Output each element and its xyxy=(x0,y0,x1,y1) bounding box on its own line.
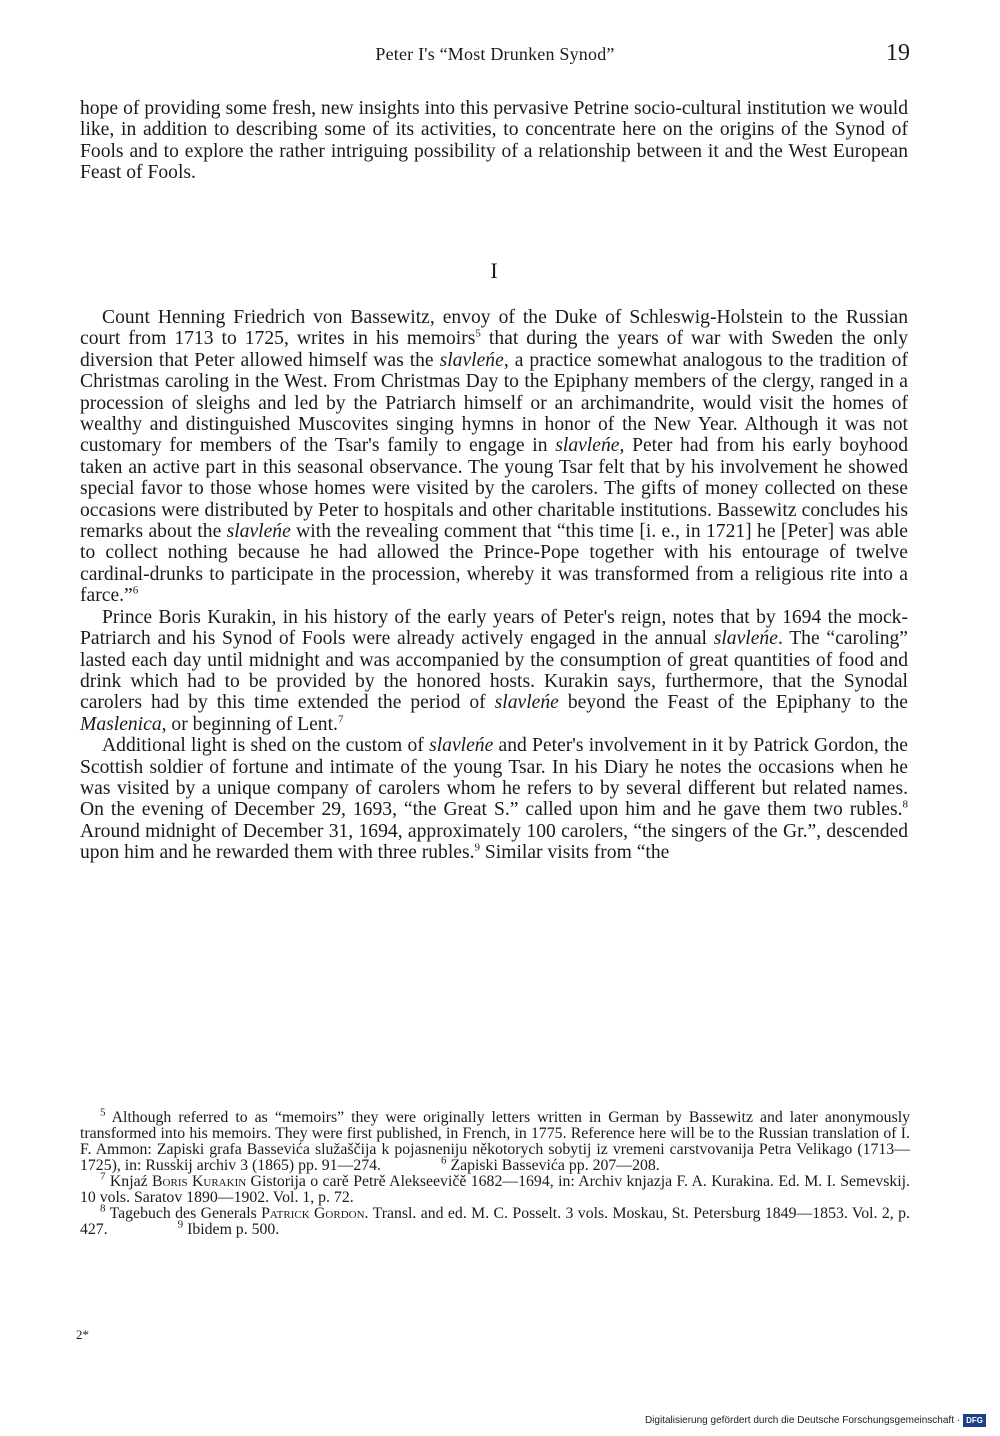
footnote-number: 9 xyxy=(177,1218,184,1231)
signature-mark: 2* xyxy=(76,1327,89,1342)
footnote-text: Knjaź xyxy=(105,1173,152,1190)
footnote-ref[interactable]: 7 xyxy=(337,713,344,726)
text-run: with the revealing comment that “this time [i. e., in 1721] he [Peter] was able to collect nothing because he had allowed the Prince-Pope together with his entourage of twelve cardinal-drunks to participate in the procession, whereby it was transformed from a religious rite into a farce.” xyxy=(80,521,908,607)
footnote-ref[interactable]: 5 xyxy=(475,327,481,340)
page-number: 19 xyxy=(886,40,910,66)
footnote-text: . Transl. and ed. M. C. Posselt. 3 vols. Moskau, St. Petersburg 1849—1853. Vol. 2, p. 427. xyxy=(80,1205,910,1238)
section-heading: I xyxy=(490,258,498,283)
italic-term: slavleńe xyxy=(555,435,620,457)
text-run: Count Henning Friedrich von Bassewitz, envoy of the Duke of Schleswig-Holstein to the Russian court from 1713 to 1725, writes in his memoirs xyxy=(80,307,908,350)
page-header xyxy=(80,40,910,74)
text-run: Additional light is shed on the custom of xyxy=(102,735,430,757)
footnote-number: 7 xyxy=(100,1170,106,1183)
footnote-ref[interactable]: 6 xyxy=(132,584,139,597)
intro-paragraph-block xyxy=(80,98,908,184)
italic-term: slavleńe xyxy=(429,735,494,757)
text-run: Similar visits from “the xyxy=(479,842,670,864)
text-run: beyond the Feast of the Epiphany to the xyxy=(558,692,908,714)
italic-term: slavleńe xyxy=(713,628,778,650)
text-run: Prince Boris Kurakin, in his history of the early years of Peter's reign, notes that by 1694 the mock-Patriarch and his Synod of Fools were already actively engaged in the annual xyxy=(80,606,908,650)
footnote-number: 5 xyxy=(100,1106,106,1119)
footnote-number: 6 xyxy=(441,1154,447,1167)
footnote-text: Although referred to as “memoirs” they were originally letters written in German by Bassewitz and later anonymously transformed into his memoirs. They were first published, in French, in 1775. Reference here will be to the Russian translation of I. F. Ammon: Zapiski grafa Bassevića služaščija k pojasneniju někotorych sobytij iz vremeni carstvovanija Petra Velikago (1713—1725), in: Russkij archiv 3 (1865) pp. 91—274. xyxy=(80,1109,910,1174)
paragraph-bassewitz xyxy=(80,307,908,607)
text-run: and Peter's involvement in it by Patrick Gordon, the Scottish soldier of fortune and intimate of the young Tsar. In his Diary he notes the occasions when he was visited by a unique company of carolers whom he refers to by several different but related names. On the evening of December 29, 1693, “the Great S.” called upon him and he gave them two rubles. xyxy=(80,735,908,821)
dfg-logo-icon: DFG xyxy=(963,1414,986,1427)
text-run: , or beginning of Lent. xyxy=(161,713,338,735)
footnote-7 xyxy=(80,1170,910,1206)
paragraph-kurakin xyxy=(80,607,908,735)
paragraph-gordon xyxy=(80,735,908,863)
text-run: Around midnight of December 31, 1694, approximately 100 carolers, “the singers of the Gr.”, descended upon him and he rewarded them with three rubles. xyxy=(80,820,908,864)
text-run: , Peter had from his early boyhood taken an active part in this seasonal observance. The young Tsar felt that by his involvement he showed special favor to those whose homes were visited by the carolers. The gifts of money collected on these occasions were distributed by Peter to hospitals and other charitable institutions. Bassewitz concludes his remarks about the xyxy=(80,435,908,543)
text-run: . The “caroling” lasted each day until midnight and was accompanied by the consumption of great quantities of food and drink which had to be provided by the honored hosts. Kurakin says, furthermore, that the Synodal carolers had by this time extended the period of xyxy=(80,628,908,714)
italic-term: slavleńe xyxy=(439,349,504,371)
footnote-8 xyxy=(80,1202,910,1238)
author-name: Boris Kurakin xyxy=(152,1173,247,1190)
footnote-6: Zapiski Bassevića pp. 207—208. xyxy=(446,1157,660,1174)
digitization-credit xyxy=(645,1414,986,1427)
text-run: , a practice somewhat analogous to the tradition of Christmas caroling in the West. From Christmas Day to the Epiphany members of the clergy, ranged in a procession of sleighs and led by the Patriarch himself or an archimandrite, would visit the homes of wealthy and distinguished Muscovites singing hymns in honor of the New Year. Although it was not customary for members of the Tsar's family to engage in xyxy=(80,349,908,457)
main-text xyxy=(80,307,908,864)
footnote-9: Ibidem p. 500. xyxy=(183,1221,280,1238)
italic-term: slavleńe xyxy=(226,521,291,543)
footnote-number: 8 xyxy=(100,1202,106,1215)
running-title: Peter I's “Most Drunken Synod” xyxy=(375,44,615,64)
footnotes xyxy=(80,1106,910,1238)
italic-term: slavleńe xyxy=(494,692,559,714)
credit-text: Digitalisierung gefördert durch die Deutsche Forschungsgemeinschaft · xyxy=(644,1415,961,1426)
footnote-ref[interactable]: 9 xyxy=(474,841,480,854)
footnote-5 xyxy=(80,1106,910,1174)
footnote-text: Gistorija o carě Petrě Alekseevičě 1682—1694, in: Archiv knjazja F. A. Kurakina. Ed. M. I. Semevskij. 10 vols. Saratov 1890—1902. Vol. 1, p. 72. xyxy=(80,1173,910,1206)
footnote-row xyxy=(80,1106,910,1174)
intro-paragraph: hope of providing some fresh, new insights into this pervasive Petrine socio-cultural institution we would like, in addition to describing some of its activities, to concentrate here on the origins of the Synod of Fools and to explore the rather intriguing possibility of a relationship between it and the West European Feast of Fools. xyxy=(80,98,908,184)
italic-term: Maslenica xyxy=(80,713,162,735)
footnote-text: Tagebuch des Generals xyxy=(105,1205,262,1222)
footnote-ref[interactable]: 8 xyxy=(902,798,908,811)
author-name: Patrick Gordon xyxy=(261,1205,365,1222)
text-run: that during the years of war with Sweden the only diversion that Peter allowed himself was the xyxy=(80,328,908,371)
